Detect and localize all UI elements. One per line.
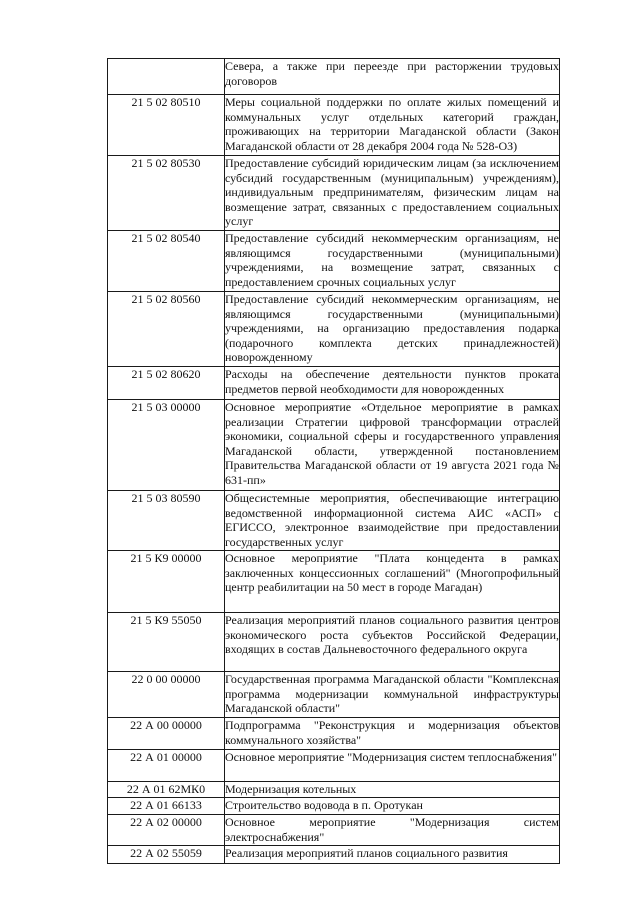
description-cell: Меры социальной поддержки по оплате жилых помещений и коммунальных услуг отдельных категорий граждан, проживающих на территории Магаданской области (Закон Магаданской области от 28 декабря 2004 года № 528-ОЗ) xyxy=(225,95,560,156)
description-cell: Подпрограмма "Реконструкция и модернизация объектов коммунального хозяйства" xyxy=(225,718,560,750)
table-row xyxy=(108,400,560,491)
code-cell: 21 5 03 00000 xyxy=(108,400,225,491)
table-row xyxy=(108,491,560,551)
table-row xyxy=(108,798,560,815)
code-cell: 21 5 02 80560 xyxy=(108,292,225,367)
description-cell: Расходы на обеспечение деятельности пунктов проката предметов первой необходимости для новорожденных xyxy=(225,367,560,400)
code-cell: 22 А 01 66133 xyxy=(108,798,225,815)
description-cell: Севера, а также при переезде при расторжении трудовых договоров xyxy=(225,59,560,95)
description-cell: Предоставление субсидий юридическим лицам (за исключением субсидий государственным (муниципальным) учреждениям), индивидуальным предпринимателям, физическим лицам на возмещение затрат, связанных с предоставлением социальных услуг xyxy=(225,156,560,231)
code-cell: 22 А 00 00000 xyxy=(108,718,225,750)
description-cell: Основное мероприятие "Модернизация систем теплоснабжения" xyxy=(225,750,560,782)
description-cell: Модернизация котельных xyxy=(225,782,560,798)
table-row xyxy=(108,551,560,613)
code-cell: 21 5 02 80540 xyxy=(108,231,225,292)
description-cell: Предоставление субсидий некоммерческим организациям, не являющимся государственными (муниципальными) учреждениями, на возмещение затрат, связанных с предоставлением срочных социальных услуг xyxy=(225,231,560,292)
table-row xyxy=(108,367,560,400)
code-cell: 21 5 К9 55050 xyxy=(108,613,225,672)
table-row xyxy=(108,846,560,864)
code-cell xyxy=(108,59,225,95)
table-row xyxy=(108,613,560,672)
code-cell: 22 А 01 62МК0 xyxy=(108,782,225,798)
code-cell: 22 А 02 00000 xyxy=(108,815,225,846)
description-cell: Общесистемные мероприятия, обеспечивающие интеграцию ведомственной информационной система АИС «АСП» с ЕГИССО, электронное взаимодействие при предоставлении государственных услуг xyxy=(225,491,559,549)
description-cell: Государственная программа Магаданской области "Комплексная программа модернизации коммунальной инфраструктуры Магаданской области" xyxy=(225,672,560,718)
table-row xyxy=(108,718,560,750)
table-row xyxy=(108,672,560,718)
table-row xyxy=(108,750,560,782)
table-row xyxy=(108,815,560,846)
code-cell: 21 5 К9 00000 xyxy=(108,551,225,613)
description-cell: Основное мероприятие "Модернизация систем электроснабжения" xyxy=(225,815,559,844)
description-cell: Реализация мероприятий планов социального развития xyxy=(225,846,560,864)
description-cell: Строительство водовода в п. Оротукан xyxy=(225,798,560,815)
table-row xyxy=(108,782,560,798)
code-cell: 22 А 01 00000 xyxy=(108,750,225,782)
code-cell: 21 5 03 80590 xyxy=(108,491,225,551)
code-cell: 21 5 02 80530 xyxy=(108,156,225,231)
budget-code-table xyxy=(107,58,560,864)
table-row xyxy=(108,95,560,156)
description-cell: Основное мероприятие «Отдельное мероприятие в рамках реализации Стратегии цифровой трансформации отраслей экономики, социальной сферы и государственного управления Магаданской области, утвержденной постановлением Правительства Магаданской области от 19 августа 2021 года № 631-пп» xyxy=(225,400,560,491)
table-row xyxy=(108,59,560,95)
code-cell: 21 5 02 80620 xyxy=(108,367,225,400)
code-cell: 22 А 02 55059 xyxy=(108,846,225,864)
description-cell: Предоставление субсидий некоммерческим организациям, не являющимся государственными (муниципальными) учреждениями, на организацию предоставления подарка (подарочного комплекта детских принадлежностей) новорожденному xyxy=(225,292,560,367)
table-row xyxy=(108,292,560,367)
description-cell: Реализация мероприятий планов социального развития центров экономического роста субъектов Российской Федерации, входящих в состав Дальневосточного федерального округа xyxy=(225,613,560,672)
table-row xyxy=(108,156,560,231)
code-cell: 22 0 00 00000 xyxy=(108,672,225,718)
code-cell: 21 5 02 80510 xyxy=(108,95,225,156)
table-row xyxy=(108,231,560,292)
description-cell: Основное мероприятие "Плата концедента в рамках заключенных концессионных соглашений" (Многопрофильный центр реабилитации на 50 мест в городе Магадан) xyxy=(225,551,560,613)
